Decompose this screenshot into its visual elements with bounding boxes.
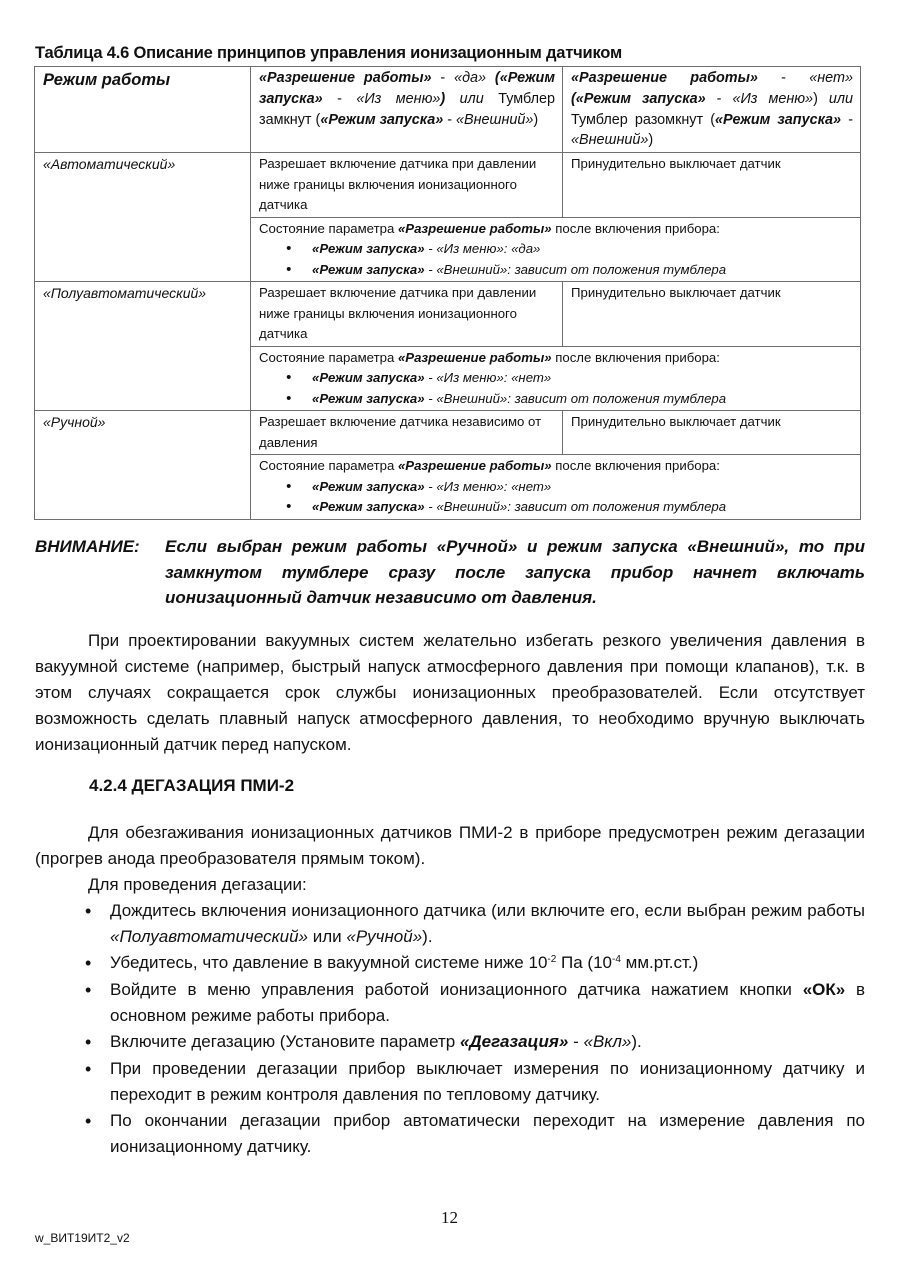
state-list-item: • «Режим запуска» - «Внешний»: зависит от положения тумблера: [312, 497, 853, 518]
paragraph-pressure-warning: При проектировании вакуумных систем желательно избегать резкого увеличения давления в вакуумной системе (например, быстрый напуск атмосферного давления при помощи клапанов), т.к. в этом случаях сокращается срок службы ионизационных преобразователей. Если отсутствует возможность сделать плавный напуск атмосферного давления, то необходимо вручную выключать ионизационный датчик перед напуском.: [35, 631, 865, 754]
table-row: [35, 282, 861, 347]
enable-yes-cell: Разрешает включение датчика независимо от давления: [251, 411, 563, 455]
enable-no-cell: Принудительно выключает датчик: [563, 411, 861, 455]
table-caption: Таблица 4.6 Описание принципов управления ионизационным датчиком: [35, 44, 622, 62]
state-list-item: • «Режим запуска» - «Из меню»: «да»: [312, 239, 853, 260]
step-item: • Убедитесь, что давление в вакуумной системе ниже $10^{-2}$ Па ($10^{-4}$ мм.рт.ст.): [110, 950, 865, 976]
state-list-item: • «Режим запуска» - «Внешний»: зависит от положения тумблера: [312, 260, 853, 281]
header-mode: Режим работы: [35, 67, 251, 153]
warning-note: [35, 534, 865, 611]
warning-text: Если выбран режим работы «Ручной» и режим запуска «Внешний», то при замкнутом тумблере сразу после запуска прибор начнет включать ионизационный датчик независимо от давления.: [165, 537, 865, 607]
state-cell: Состояние параметра «Разрешение работы» после включения прибора: • «Режим запуска» - «Из меню»: «нет» • «Режим запуска» - «Внешний»: зависит от положения тумблера: [251, 455, 861, 520]
state-list: [259, 368, 853, 409]
state-list: [259, 477, 853, 518]
header-enable-yes: «Разрешение работы» - «да» («Режим запуска» - «Из меню») или Тумблер замкнут («Режим запуска» - «Внешний»): [251, 67, 563, 153]
warning-label: ВНИМАНИЕ:: [35, 537, 140, 556]
page-number: 12: [441, 1208, 458, 1227]
enable-no-cell: Принудительно выключает датчик: [563, 153, 861, 218]
degassing-steps-list: [35, 898, 865, 1160]
state-cell: Состояние параметра «Разрешение работы» после включения прибора: • «Режим запуска» - «Из меню»: «нет» • «Режим запуска» - «Внешний»: зависит от положения тумблера: [251, 346, 861, 411]
step-item: • По окончании дегазации прибор автоматически переходит на измерение давления по ионизационному датчику.: [110, 1108, 865, 1160]
mode-cell: «Полуавтоматический»: [35, 282, 251, 411]
mode-cell: «Ручной»: [35, 411, 251, 520]
table-row: [35, 411, 861, 455]
table-row: [35, 153, 861, 218]
paragraph-degassing-lead: Для проведения дегазации:: [88, 875, 307, 894]
step-item: • Войдите в меню управления работой ионизационного датчика нажатием кнопки «ОК» в основном режиме работы прибора.: [110, 977, 865, 1029]
header-enable-no: «Разрешение работы» - «нет» («Режим запуска» - «Из меню») или Тумблер разомкнут («Режим запуска» - «Внешний»): [563, 67, 861, 153]
state-list-item: • «Режим запуска» - «Внешний»: зависит от положения тумблера: [312, 389, 853, 410]
mode-cell: «Автоматический»: [35, 153, 251, 282]
paragraph-degassing-intro: Для обезгаживания ионизационных датчиков ПМИ-2 в приборе предусмотрен режим дегазации (прогрев анода преобразователя прямым током).: [35, 823, 865, 868]
enable-yes-cell: Разрешает включение датчика при давлении ниже границы включения ионизационного датчика: [251, 153, 563, 218]
state-list: [259, 239, 853, 280]
state-list-item: • «Режим запуска» - «Из меню»: «нет»: [312, 368, 853, 389]
step-item: • При проведении дегазации прибор выключает измерения по ионизационному датчику и переходит в режим контроля давления по тепловому датчику.: [110, 1056, 865, 1108]
state-cell: Состояние параметра «Разрешение работы» после включения прибора: • «Режим запуска» - «Из меню»: «да» • «Режим запуска» - «Внешний»: зависит от положения тумблера: [251, 217, 861, 282]
table-header-row: [35, 67, 861, 153]
enable-yes-cell: Разрешает включение датчика при давлении ниже границы включения ионизационного датчика: [251, 282, 563, 347]
enable-no-cell: Принудительно выключает датчик: [563, 282, 861, 347]
document-id: w_ВИТ19ИТ2_v2: [35, 1231, 130, 1245]
ionization-control-table: [34, 66, 861, 520]
state-list-item: • «Режим запуска» - «Из меню»: «нет»: [312, 477, 853, 498]
step-item: • Включите дегазацию (Установите параметр «Дегазация» - «Вкл»).: [110, 1029, 865, 1055]
step-item: • Дождитесь включения ионизационного датчика (или включите его, если выбран режим работы «Полуавтоматический» или «Ручной»).: [110, 898, 865, 950]
section-heading: 4.2.4 ДЕГАЗАЦИЯ ПМИ-2: [89, 776, 295, 795]
